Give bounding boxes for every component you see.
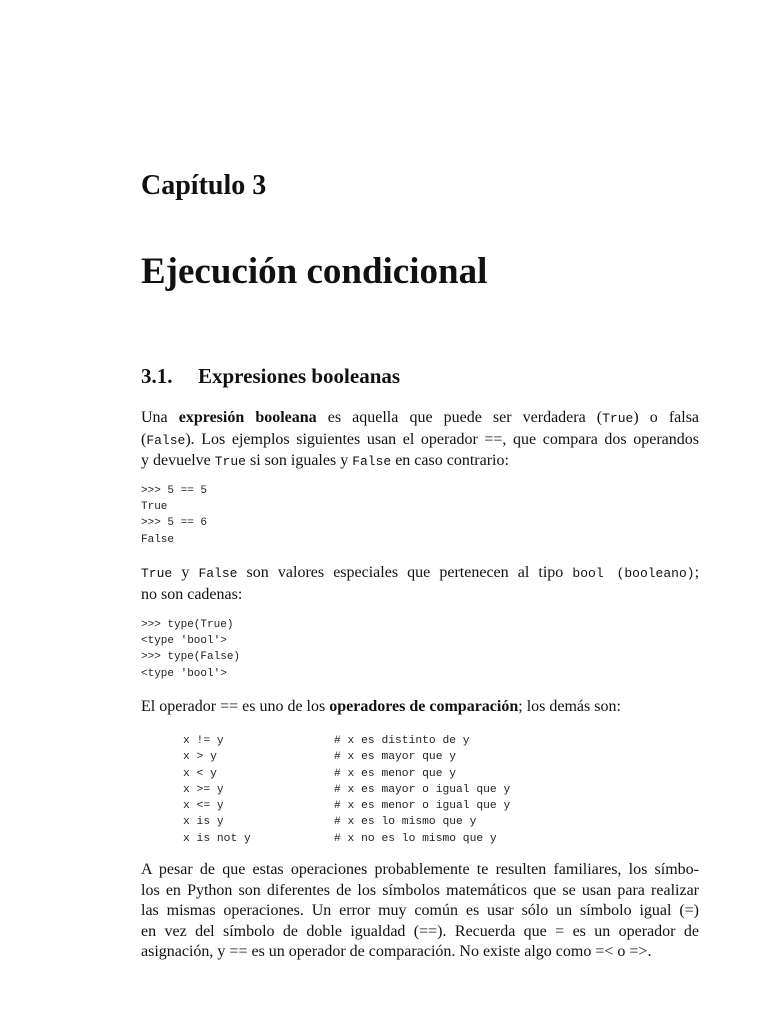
inline-code: True [141,566,173,581]
operator-expression: x < y [183,767,217,780]
text: es aquella que puede ser verdadera ( [316,409,603,426]
operator-expression: x <= y [183,800,224,813]
operator-comment: # x es lo mismo que y [334,816,477,829]
inline-code: True [602,411,634,426]
paragraph-line [141,563,699,585]
section-heading [141,364,400,389]
text: si son iguales y [245,452,353,469]
paragraph-line: en vez del símbolo de doble igualdad (==). Recuerda que = es un operador de [141,922,699,940]
operators-list [183,733,510,847]
bold-term: expresión booleana [178,409,317,426]
text: en caso contrario: [391,452,509,469]
section-number: 3.1. [141,364,173,388]
text: ). Los ejemplos siguientes usan el operador ==, que compara dos operandos [185,430,699,448]
paragraph-line [141,408,699,430]
paragraph-line: las mismas operaciones. Un error muy común es usar sólo un símbolo igual (=) [141,902,699,919]
text: y devuelve [141,452,215,469]
paragraph-line: no son cadenas: [141,585,243,603]
text: ; [694,564,700,581]
chapter-label: Capítulo 3 [141,170,267,201]
operator-row [183,749,510,765]
text: Una [141,409,179,426]
inline-code: True [214,454,246,469]
operator-row [183,814,510,830]
paragraph-symbols [141,860,699,963]
section-title: Expresiones booleanas [198,364,401,388]
paragraph-comparison-operators [141,697,699,718]
text: ) o falsa [633,409,700,426]
operator-row [183,766,510,782]
paragraph-line [141,451,699,473]
operator-comment: # x no es lo mismo que y [334,832,497,845]
operator-row [183,782,510,798]
operator-expression: x > y [183,751,217,764]
inline-code: False [198,566,238,581]
text: El operador == es uno de los [141,698,330,715]
operator-expression: x >= y [183,783,224,796]
operator-expression: x != y [183,735,224,747]
chapter-title: Ejecución condicional [141,251,488,292]
paragraph-line [141,697,699,718]
paragraph-line: asignación, y == es un operador de comparación. No existe algo como =< o =>. [141,943,652,960]
inline-code: False [146,432,186,448]
operator-row [183,733,510,749]
code-block-comparison: >>> 5 == 5 True >>> 5 == 6 False [141,485,208,546]
paragraph-boolean-expressions [141,408,699,473]
operator-row [183,798,510,814]
text: y [172,564,199,581]
text: ; los demás son: [518,698,621,715]
operator-comment: # x es mayor que y [334,751,457,764]
paragraph-line: los en Python son diferentes de los símbolos matemáticos que se usan para realizar [141,881,699,899]
bold-term: operadores de comparación [329,698,519,715]
code-block-type: >>> type(True) <type 'bool'> >>> type(False) <type 'bool'> [141,619,241,680]
operator-comment: # x es menor que y [334,767,457,780]
operator-comment: # x es mayor o igual que y [334,783,511,796]
operator-comment: # x es distinto de y [334,735,470,747]
text: ( [141,430,147,448]
operator-row [183,831,510,847]
paragraph-line: A pesar de que estas operaciones probablemente te resulten familiares, los símbo- [141,861,699,878]
operator-expression: x is not y [183,832,251,845]
paragraph-line [141,430,699,452]
text: son valores especiales que pertenecen al tipo [237,564,573,581]
inline-code: False [352,454,392,469]
operator-expression: x is y [183,816,224,829]
operator-comment: # x es menor o igual que y [334,800,511,813]
paragraph-true-false [141,563,699,605]
inline-code: bool (booleano) [572,566,695,581]
